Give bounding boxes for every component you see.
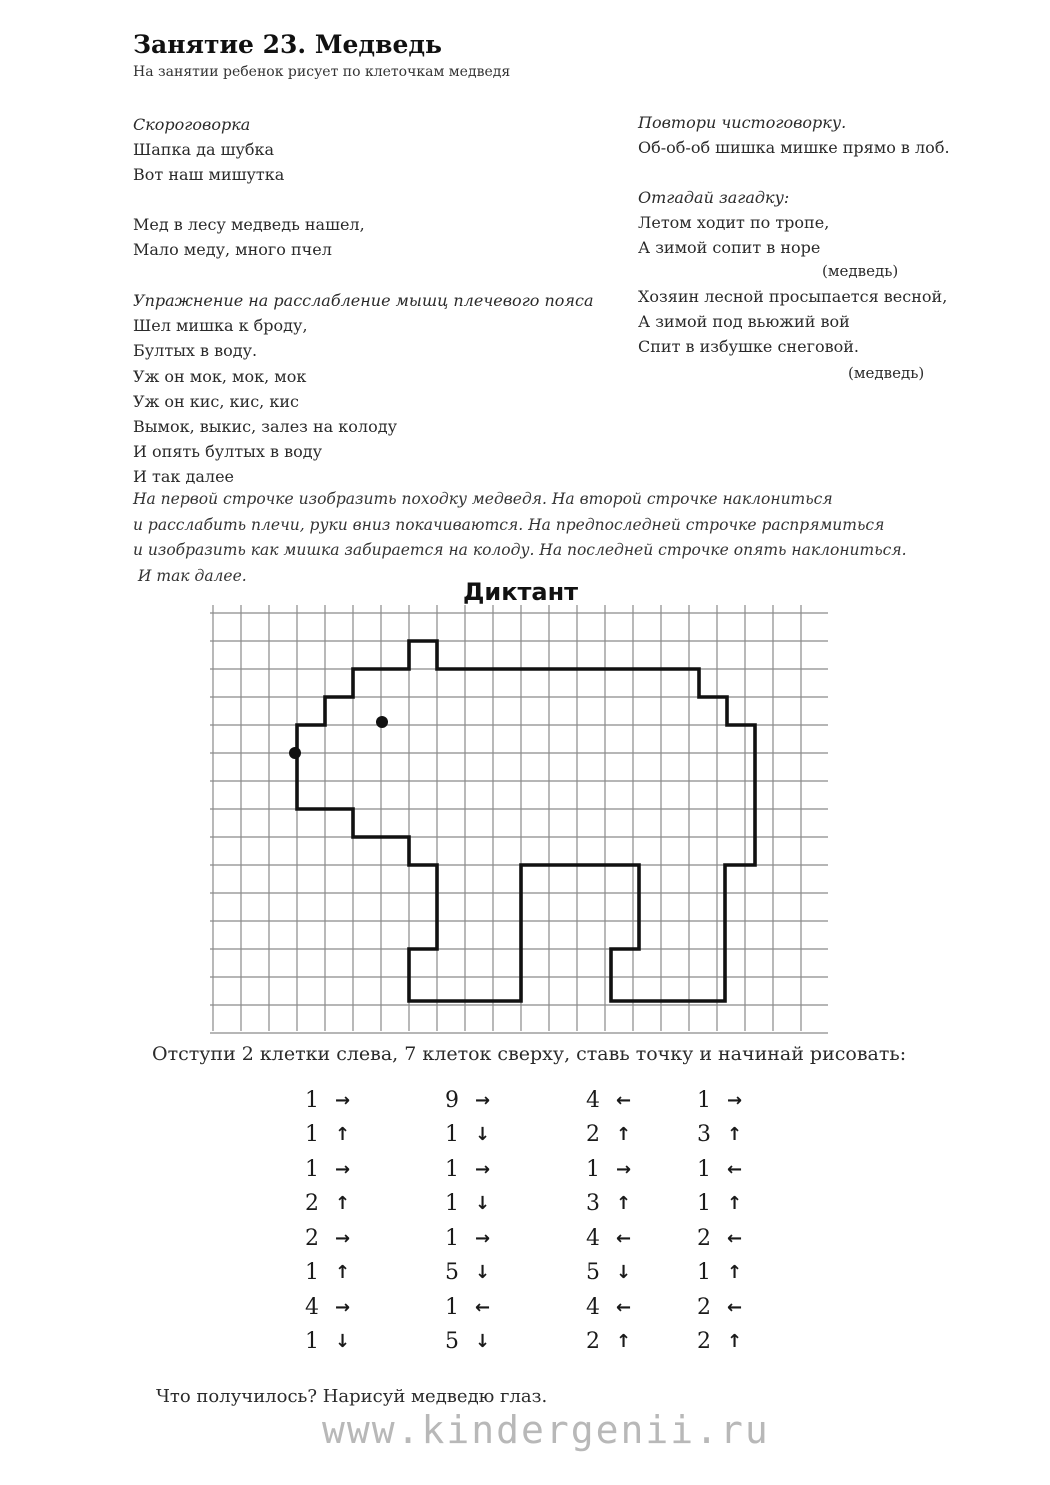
- start-point: [289, 747, 301, 759]
- dictation-step: [305, 1152, 385, 1187]
- arrow-up-icon: ↑: [335, 1262, 351, 1284]
- instruction-line: И так далее.: [133, 566, 247, 585]
- step-count: 2: [586, 1122, 600, 1148]
- dictation-step: [586, 1118, 666, 1153]
- dictation-step: [445, 1256, 525, 1291]
- dictation-column: [445, 1083, 525, 1359]
- dictation-step: [697, 1290, 777, 1325]
- step-count: 4: [586, 1225, 600, 1251]
- step-count: 2: [305, 1191, 319, 1217]
- dictation-step: [445, 1325, 525, 1360]
- dictation-step: [586, 1083, 666, 1118]
- step-count: 2: [697, 1294, 711, 1320]
- arrow-up-icon: ↑: [727, 1331, 743, 1353]
- dictation-step: [586, 1256, 666, 1291]
- step-count: 1: [697, 1260, 711, 1286]
- step-count: 2: [305, 1225, 319, 1251]
- arrow-left-icon: ←: [616, 1089, 632, 1111]
- arrow-right-icon: →: [475, 1089, 491, 1111]
- dictation-step: [445, 1221, 525, 1256]
- step-count: 1: [305, 1122, 319, 1148]
- exercise-line: Вымок, выкис, залез на колоду: [133, 417, 397, 437]
- dictation-step: [697, 1221, 777, 1256]
- step-count: 1: [586, 1156, 600, 1182]
- tongue-twister-line: Шапка да шубка: [133, 140, 275, 160]
- exercise-instructions: [133, 487, 907, 589]
- step-count: 1: [697, 1191, 711, 1217]
- riddle-block: [638, 185, 829, 261]
- dictation-step: [445, 1083, 525, 1118]
- step-count: 1: [305, 1260, 319, 1286]
- step-count: 4: [586, 1087, 600, 1113]
- pure-phrase-line: Об-об-об шишка мишке прямо в лоб.: [638, 138, 950, 158]
- arrow-left-icon: ←: [616, 1227, 632, 1249]
- start-instruction: Отступи 2 клетки слева, 7 клеток сверху, ставь точку и начинай рисовать:: [152, 1043, 907, 1065]
- instruction-line: и расслабить плечи, руки вниз покачиваются. На предпоследней строчке распрямиться: [133, 515, 885, 534]
- exercise-heading: Упражнение на расслабление мышц плечевого пояса: [133, 291, 594, 310]
- dictation-step: [305, 1256, 385, 1291]
- dictation-step: [586, 1221, 666, 1256]
- dictation-step: [445, 1118, 525, 1153]
- page-subtitle: На занятии ребенок рисует по клеточкам медведя: [133, 64, 511, 80]
- bear-outline: [297, 641, 755, 1001]
- arrow-up-icon: ↑: [335, 1193, 351, 1215]
- exercise-line: И опять бултых в воду: [133, 442, 322, 462]
- dictation-step: [305, 1221, 385, 1256]
- step-count: 1: [445, 1294, 459, 1320]
- arrow-up-icon: ↑: [335, 1124, 351, 1146]
- arrow-right-icon: →: [335, 1158, 351, 1180]
- drawing-grid: [210, 605, 830, 1035]
- riddle-answer: (медведь): [848, 364, 925, 382]
- dictation-step: [305, 1325, 385, 1360]
- dictation-column: [305, 1083, 385, 1359]
- instruction-line: На первой строчке изобразить походку медведя. На второй строчке наклониться: [133, 490, 833, 508]
- dictation-step: [586, 1187, 666, 1222]
- pure-phrase-block: [638, 110, 950, 160]
- riddle-block-2: [638, 284, 947, 360]
- dictation-step: [697, 1152, 777, 1187]
- riddle-heading: Отгадай загадку:: [638, 188, 790, 207]
- exercise-block: [133, 288, 594, 490]
- step-count: 1: [697, 1087, 711, 1113]
- instruction-line: и изобразить как мишка забирается на колоду. На последней строчке опять наклониться.: [133, 541, 907, 559]
- step-count: 5: [445, 1260, 459, 1286]
- exercise-line: И так далее: [133, 467, 235, 487]
- step-count: 1: [697, 1156, 711, 1182]
- verse-block: [133, 212, 365, 262]
- step-count: 3: [697, 1122, 711, 1148]
- dictation-step: [697, 1187, 777, 1222]
- arrow-right-icon: →: [727, 1089, 743, 1111]
- dictation-step: [305, 1083, 385, 1118]
- dictation-step: [305, 1118, 385, 1153]
- dictation-step: [697, 1118, 777, 1153]
- watermark-url: www.kindergenii.ru: [322, 1408, 770, 1452]
- dictation-step: [697, 1083, 777, 1118]
- arrow-left-icon: ←: [727, 1158, 743, 1180]
- arrow-up-icon: ↑: [727, 1124, 743, 1146]
- arrow-left-icon: ←: [727, 1227, 743, 1249]
- riddle-line: А зимой сопит в норе: [638, 238, 821, 258]
- question-text: Что получилось? Нарисуй медведю глаз.: [156, 1386, 548, 1407]
- arrow-left-icon: ←: [616, 1296, 632, 1318]
- tongue-twister-block: [133, 112, 284, 188]
- riddle-line: Спит в избушке снеговой.: [638, 337, 859, 357]
- dictation-step: [305, 1290, 385, 1325]
- arrow-up-icon: ↑: [616, 1124, 632, 1146]
- arrow-right-icon: →: [335, 1227, 351, 1249]
- step-count: 2: [697, 1225, 711, 1251]
- exercise-line: Шел мишка к броду,: [133, 316, 308, 336]
- step-count: 1: [305, 1087, 319, 1113]
- dictation-step: [697, 1325, 777, 1360]
- riddle-line: А зимой под вьюжий вой: [638, 312, 850, 332]
- step-count: 5: [586, 1260, 600, 1286]
- step-count: 9: [445, 1087, 459, 1113]
- dictation-step: [697, 1256, 777, 1291]
- arrow-right-icon: →: [335, 1296, 351, 1318]
- exercise-line: Бултых в воду.: [133, 341, 258, 361]
- dictation-heading: Диктант: [463, 578, 579, 606]
- arrow-down-icon: ↓: [616, 1262, 632, 1284]
- arrow-right-icon: →: [475, 1158, 491, 1180]
- step-count: 1: [305, 1329, 319, 1355]
- arrow-down-icon: ↓: [475, 1124, 491, 1146]
- arrow-left-icon: ←: [475, 1296, 491, 1318]
- step-count: 2: [586, 1329, 600, 1355]
- dictation-column: [697, 1083, 777, 1359]
- arrow-left-icon: ←: [727, 1296, 743, 1318]
- exercise-line: Уж он мок, мок, мок: [133, 366, 307, 386]
- tongue-twister-line: Вот наш мишутка: [133, 165, 285, 185]
- tongue-twister-heading: Скороговорка: [133, 115, 251, 134]
- arrow-down-icon: ↓: [475, 1331, 491, 1353]
- arrow-up-icon: ↑: [616, 1331, 632, 1353]
- dictation-column: [586, 1083, 666, 1359]
- arrow-down-icon: ↓: [475, 1262, 491, 1284]
- arrow-up-icon: ↑: [727, 1193, 743, 1215]
- verse-line: Мед в лесу медведь нашел,: [133, 215, 365, 234]
- arrow-down-icon: ↓: [475, 1193, 491, 1215]
- dictation-step: [305, 1187, 385, 1222]
- step-count: 5: [445, 1329, 459, 1355]
- verse-line: Мало меду, много пчел: [133, 240, 332, 260]
- dictation-step: [445, 1290, 525, 1325]
- exercise-line: Уж он кис, кис, кис: [133, 391, 299, 411]
- riddle-line: Летом ходит по тропе,: [638, 213, 830, 233]
- page-title: Занятие 23. Медведь: [133, 30, 442, 59]
- step-count: 1: [445, 1156, 459, 1182]
- step-count: 1: [445, 1122, 459, 1148]
- dictation-step: [445, 1152, 525, 1187]
- arrow-down-icon: ↓: [335, 1331, 351, 1353]
- arrow-right-icon: →: [475, 1227, 491, 1249]
- pure-phrase-heading: Повтори чистоговорку.: [638, 113, 847, 132]
- step-count: 4: [586, 1294, 600, 1320]
- arrow-right-icon: →: [335, 1089, 351, 1111]
- arrow-right-icon: →: [616, 1158, 632, 1180]
- bear-eye: [376, 716, 388, 728]
- step-count: 1: [305, 1156, 319, 1182]
- dictation-step: [586, 1152, 666, 1187]
- step-count: 1: [445, 1191, 459, 1217]
- riddle-line: Хозяин лесной просыпается весной,: [638, 287, 948, 306]
- step-count: 1: [445, 1225, 459, 1251]
- dictation-step: [586, 1290, 666, 1325]
- arrow-up-icon: ↑: [616, 1193, 632, 1215]
- step-count: 4: [305, 1294, 319, 1320]
- step-count: 2: [697, 1329, 711, 1355]
- dictation-step: [586, 1325, 666, 1360]
- riddle-answer: (медведь): [822, 262, 899, 280]
- step-count: 3: [586, 1191, 600, 1217]
- dictation-step: [445, 1187, 525, 1222]
- arrow-up-icon: ↑: [727, 1262, 743, 1284]
